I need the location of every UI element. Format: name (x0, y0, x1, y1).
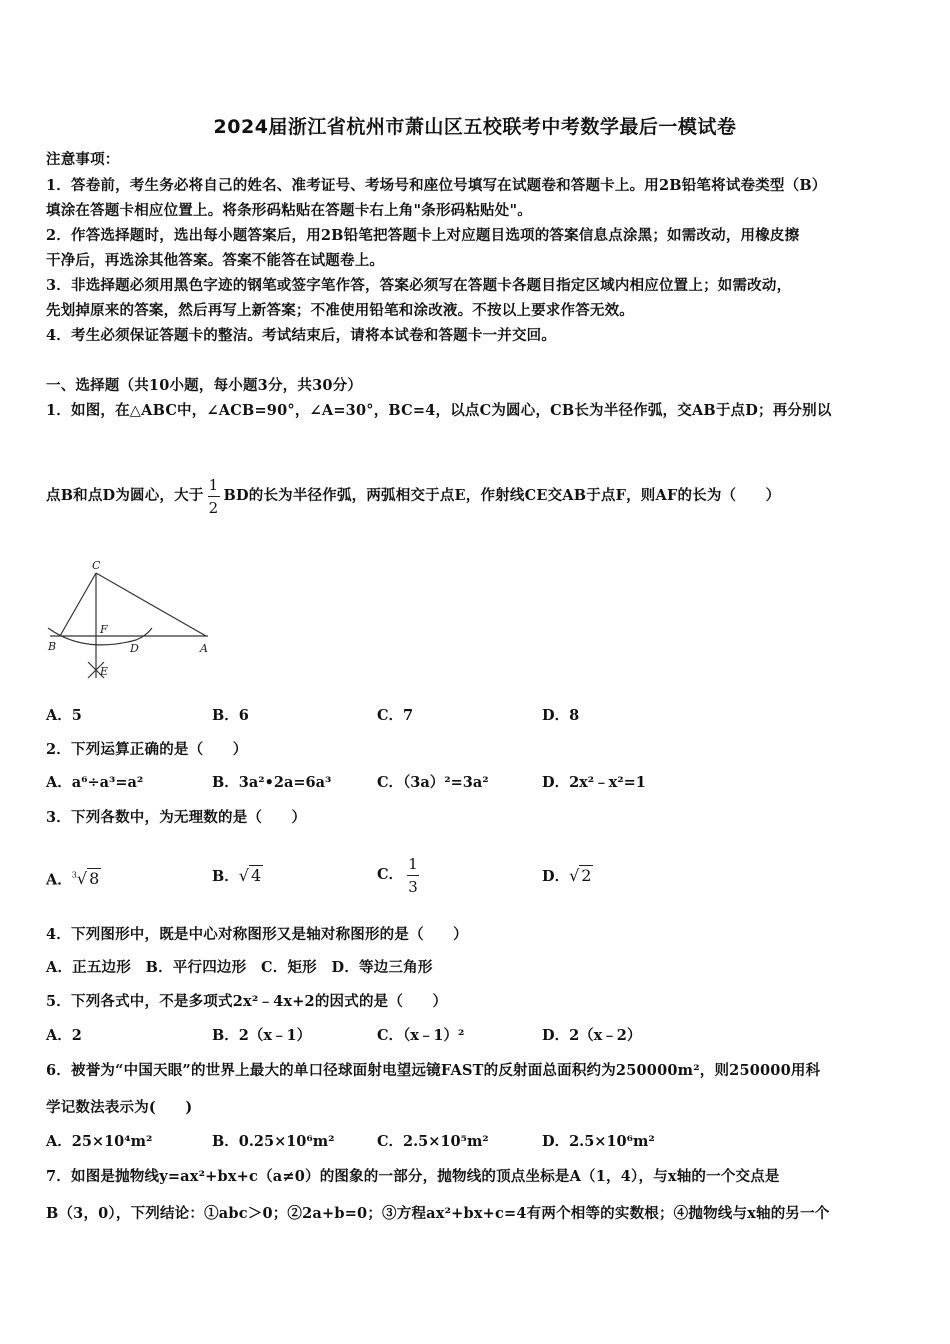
q6-option-a: A．25×10⁴m² (46, 1133, 153, 1150)
q3-option-a: A．$^3$√ 8 (46, 869, 100, 889)
question-6-stem-cont: 学记数法表示为( ) (46, 1099, 193, 1116)
q1-option-c: C．7 (377, 707, 414, 724)
q3-option-d: D．√ 2 (542, 866, 592, 885)
q1-option-d: D．8 (542, 707, 580, 724)
question-3-stem: 3．下列各数中，为无理数的是（ ） (46, 809, 307, 826)
fraction-half: $\frac{1}{2}$ (208, 475, 219, 517)
section-heading: 一、选择题（共10小题，每小题3分，共30分） (46, 377, 363, 394)
label-B: B (48, 640, 57, 653)
label-F: F (100, 623, 108, 636)
page-title: 2024届浙江省杭州市萧山区五校联考中考数学最后一模试卷 (213, 116, 737, 138)
q2-option-c: C．（3a）²=3a² (377, 774, 489, 791)
notice-line: 1．答卷前，考生务必将自己的姓名、准考证号、考场号和座位号填写在试题卷和答题卡上。用2B铅笔将试卷类型（B） (46, 177, 827, 194)
notice-line: 先划掉原来的答案，然后再写上新答案；不准使用铅笔和涂改液。不按以上要求作答无效。 (46, 302, 634, 319)
question-4-stem: 4．下列图形中，既是中心对称图形又是轴对称图形的是（ ） (46, 926, 468, 943)
notice-heading: 注意事项： (46, 151, 120, 168)
square-root: √ 4 (238, 866, 262, 885)
q1-option-b: B．6 (212, 707, 249, 724)
label-A: A (200, 642, 208, 655)
cube-root: $^3$√ 8 (71, 869, 100, 889)
q5-option-d: D．2（x﹣2） (542, 1027, 642, 1044)
q2-option-b: B．3a²•2a=6a³ (212, 774, 332, 791)
q6-option-c: C．2.5×10⁵m² (377, 1133, 489, 1150)
q5-option-a: A．2 (46, 1027, 82, 1044)
q3-option-b: B．√ 4 (212, 866, 262, 885)
question-1-stem: 1．如图，在△ABC中，∠ACB=90°，∠A=30°，BC=4，以点C为圆心，CB长为半径作弧，交AB于点D；再分别以 (46, 402, 832, 419)
notice-line: 填涂在答题卡相应位置上。将条形码粘贴在答题卡右上角"条形码粘贴处"。 (46, 202, 532, 219)
question-2-stem: 2．下列运算正确的是（ ） (46, 741, 248, 758)
fraction-third: $\frac{1}{3}$ (408, 854, 418, 896)
question-7-stem: 7．如图是抛物线y=ax²+bx+c（a≠0）的图象的一部分，抛物线的顶点坐标是A（1，4），与x轴的一个交点是 (46, 1168, 780, 1185)
label-D: D (130, 642, 139, 655)
question-1-stem-cont: 点B和点D为圆心，大于 $\frac{1}{2}$ BD的长为半径作弧，两弧相交于点E，作射线CE交AB于点F，则AF的长为（ ） (46, 475, 781, 517)
notice-line: 3．非选择题必须用黑色字迹的钢笔或签字笔作答，答案必须写在答题卡各题目指定区域内相应位置上；如需改动， (46, 277, 792, 294)
q6-option-b: B．0.25×10⁶m² (212, 1133, 335, 1150)
label-C: C (92, 559, 101, 572)
triangle-figure (44, 558, 224, 692)
notice-line: 2．作答选择题时，选出每小题答案后，用2B铅笔把答题卡上对应题目选项的答案信息点涂黑；如需改动，用橡皮擦 (46, 227, 800, 244)
square-root: √ 2 (569, 866, 592, 885)
question-5-stem: 5．下列各式中，不是多项式2x²﹣4x+2的因式的是（ ） (46, 993, 448, 1010)
q6-option-d: D．2.5×10⁶m² (542, 1133, 655, 1150)
notice-line: 干净后，再选涂其他答案。答案不能答在试题卷上。 (46, 252, 385, 269)
q2-option-a: A．a⁶÷a³=a² (46, 774, 144, 791)
q5-option-c: C．（x﹣1）² (377, 1027, 465, 1044)
q5-option-b: B．2（x﹣1） (212, 1027, 312, 1044)
q4-options: A．正五边形 B．平行四边形 C．矩形 D．等边三角形 (46, 959, 433, 976)
question-6-stem: 6．被誉为“中国天眼”的世界上最大的单口径球面射电望远镜FAST的反射面总面积约为250000m²，则250000用科 (46, 1062, 821, 1079)
q2-option-d: D．2x²﹣x²=1 (542, 774, 646, 791)
triangle-diagram (44, 558, 224, 688)
question-7-stem-cont: B（3，0），下列结论：①abc＞0；②2a+b=0；③方程ax²+bx+c=4有两个相等的实数根；④抛物线与x轴的另一个 (46, 1205, 830, 1222)
q3-option-c: C． $\frac{1}{3}$ (377, 854, 418, 896)
q1-option-a: A．5 (46, 707, 82, 724)
label-E: E (100, 665, 109, 678)
notice-line: 4．考生必须保证答题卡的整洁。考试结束后，请将本试卷和答题卡一并交回。 (46, 327, 557, 344)
